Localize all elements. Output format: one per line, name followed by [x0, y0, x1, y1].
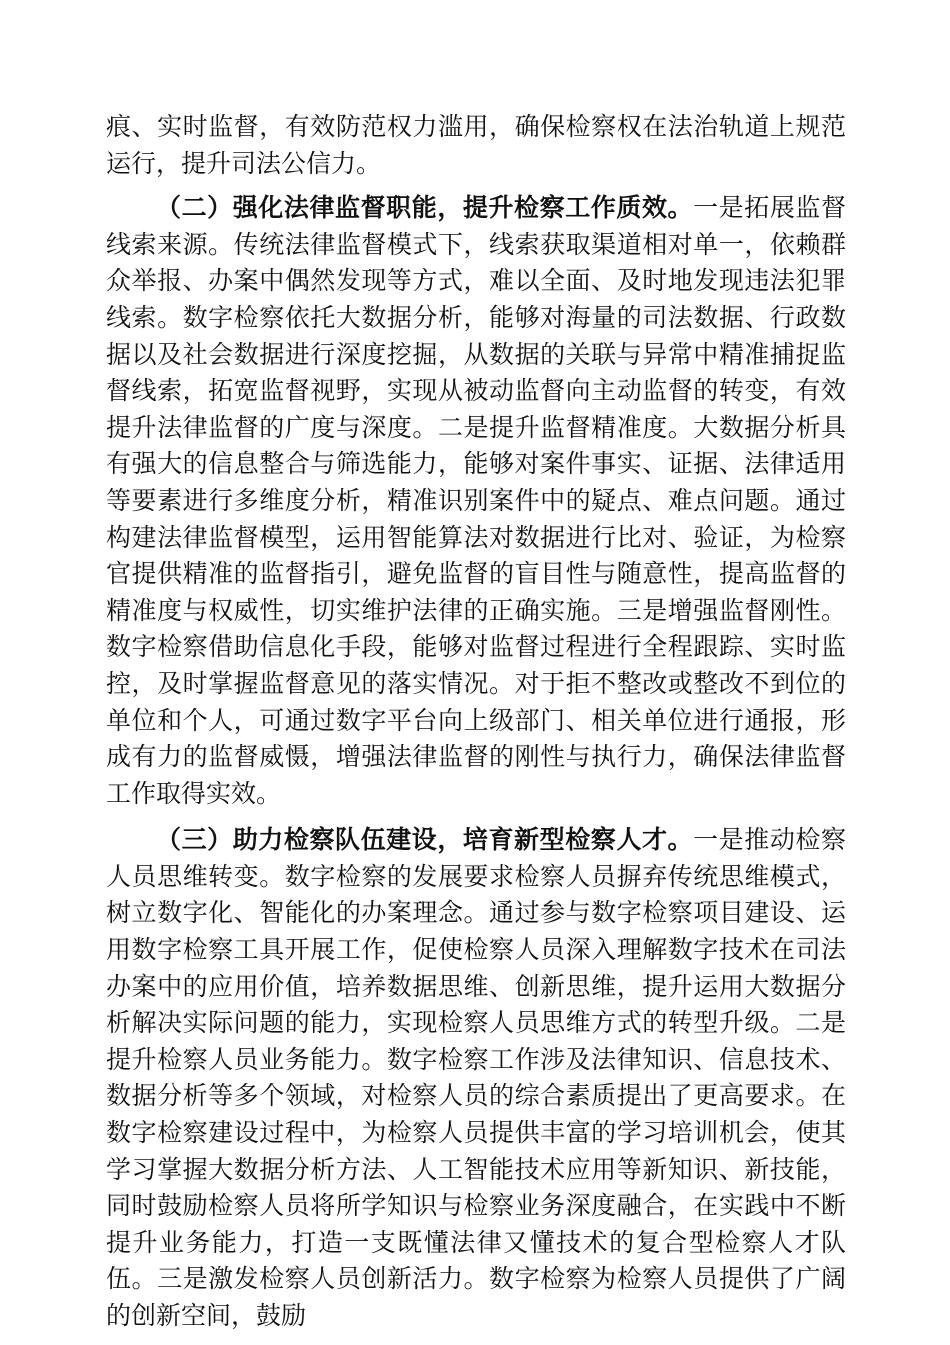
paragraph-section-3 [106, 822, 846, 1334]
paragraph-body: 一是推动检察人员思维转变。数字检察的发展要求检察人员摒弃传统思维模式，树立数字化、智能化的办案理念。通过参与数字检察项目建设、运用数字检察工具开展工作，促使检察人员深入理解数字技术在司法办案中的应用价值，培养数据思维、创新思维，提升运用大数据分析解决实际问题的能力，实现检察人员思维方式的转型升级。二是提升检察人员业务能力。数字检察工作涉及法律知识、信息技术、数据分析等多个领域，对检察人员的综合素质提出了更高要求。在数字检察建设过程中，为检察人员提供丰富的学习培训机会，使其学习掌握大数据分析方法、人工智能技术应用等新知识、新技能，同时鼓励检察人员将所学知识与检察业务深度融合，在实践中不断提升业务能力，打造一支既懂法律又懂技术的复合型检察人才队伍。三是激发检察人员创新活力。数字检察为检察人员提供了广阔的创新空间，鼓励 [106, 825, 846, 1330]
section-heading: （三）助力检察队伍建设，培育新型检察人才。 [156, 825, 694, 855]
paragraph-section-2 [106, 190, 846, 812]
paragraph-body: 一是拓展监督线索来源。传统法律监督模式下，线索获取渠道相对单一，依赖群众举报、办案中偶然发现等方式，难以全面、及时地发现违法犯罪线索。数字检察依托大数据分析，能够对海量的司法数据、行政数据以及社会数据进行深度挖掘，从数据的关联与异常中精准捕捉监督线索，拓宽监督视野，实现从被动监督向主动监督的转变，有效提升法律监督的广度与深度。二是提升监督精准度。大数据分析具有强大的信息整合与筛选能力，能够对案件事实、证据、法律适用等要素进行多维度分析，精准识别案件中的疑点、难点问题。通过构建法律监督模型，运用智能算法对数据进行比对、验证，为检察官提供精准的监督指引，避免监督的盲目性与随意性，提高监督的精准度与权威性，切实维护法律的正确实施。三是增强监督刚性。数字检察借助信息化手段，能够对监督过程进行全程跟踪、实时监控，及时掌握监督意见的落实情况。对于拒不整改或整改不到位的单位和个人，可通过数字平台向上级部门、相关单位进行通报，形成有力的监督威慑，增强法律监督的刚性与执行力，确保法律监督工作取得实效。 [106, 193, 846, 808]
paragraph-continuation [106, 109, 846, 182]
document-page [106, 109, 846, 1345]
section-heading: （二）强化法律监督职能，提升检察工作质效。 [156, 193, 694, 223]
paragraph-body: 痕、实时监督，有效防范权力滥用，确保检察权在法治轨道上规范运行，提升司法公信力。 [106, 112, 846, 178]
